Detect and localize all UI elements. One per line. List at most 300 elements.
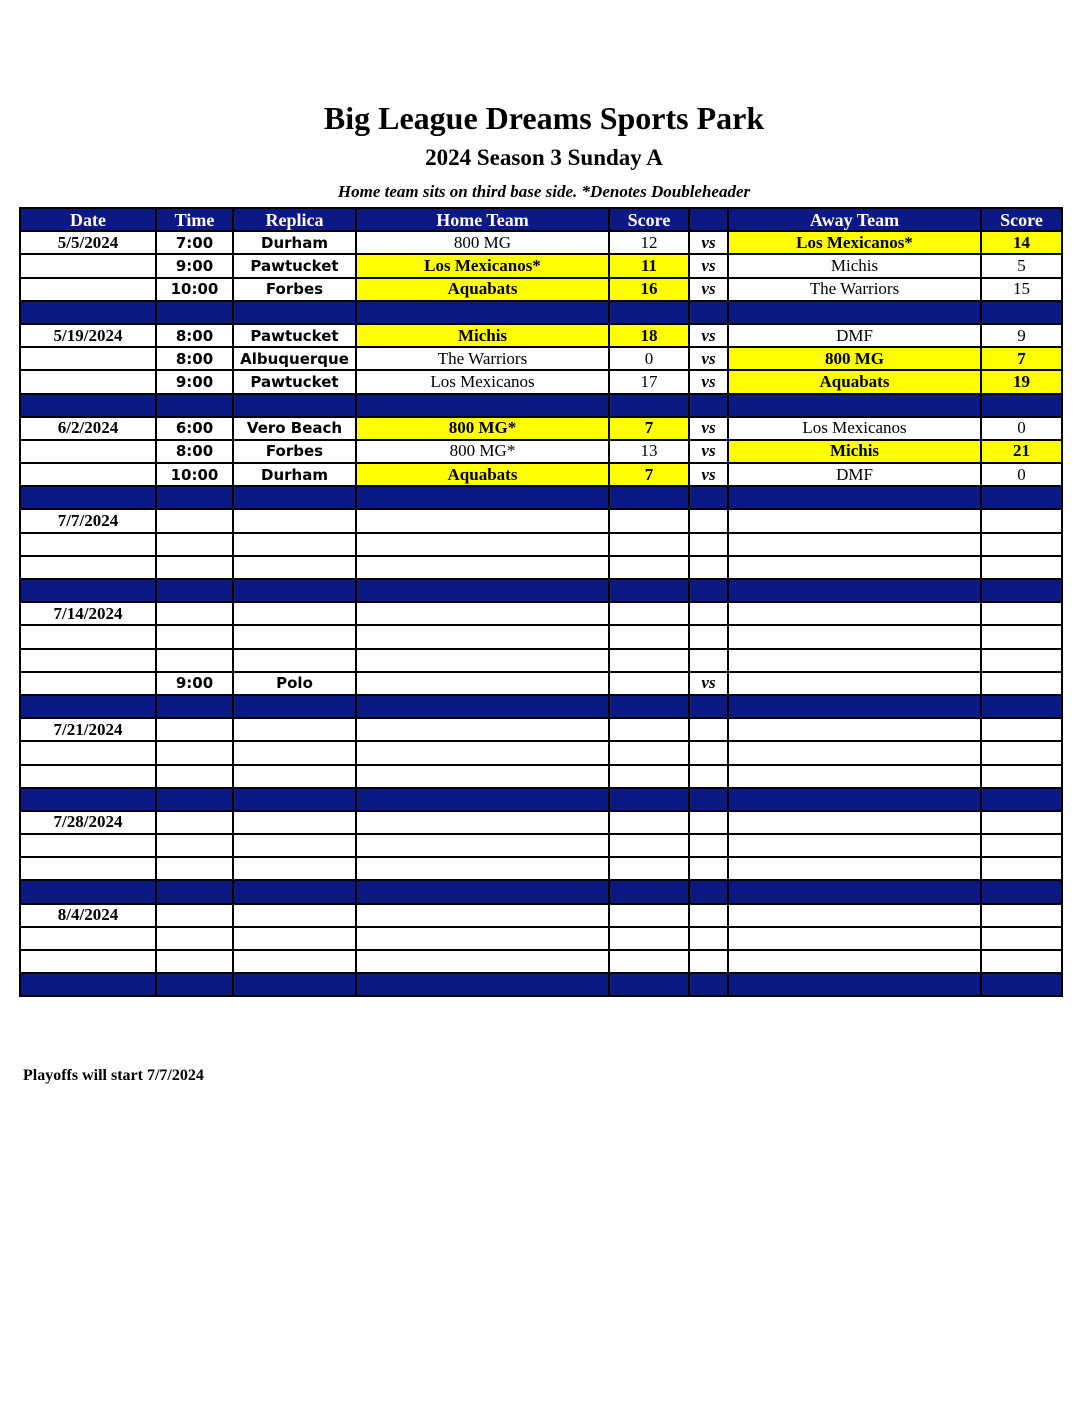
separator-cell xyxy=(609,880,689,903)
date-cell: 5/5/2024 xyxy=(20,231,156,254)
home-team: Aquabats xyxy=(356,463,609,486)
date-cell: 7/7/2024 xyxy=(20,509,156,532)
date-cell xyxy=(20,741,156,764)
col-header-date: Date xyxy=(20,208,156,231)
vs-label: vs xyxy=(689,254,728,277)
separator-cell xyxy=(356,301,609,324)
vs-label xyxy=(689,950,728,973)
away-score xyxy=(981,857,1062,880)
time-cell xyxy=(156,556,233,579)
playoffs-note: Playoffs will start 7/7/2024 xyxy=(23,1067,204,1084)
table-row xyxy=(20,904,1062,927)
col-header-away-score: Score xyxy=(981,208,1062,231)
time-cell xyxy=(156,741,233,764)
replica-cell xyxy=(233,625,356,648)
separator-row xyxy=(20,579,1062,602)
vs-label xyxy=(689,509,728,532)
date-cell xyxy=(20,347,156,370)
away-team xyxy=(728,533,981,556)
replica-cell: Polo xyxy=(233,672,356,695)
home-team xyxy=(356,509,609,532)
time-cell xyxy=(156,927,233,950)
date-cell xyxy=(20,672,156,695)
date-cell: 6/2/2024 xyxy=(20,417,156,440)
replica-cell: Albuquerque xyxy=(233,347,356,370)
separator-cell xyxy=(156,788,233,811)
away-team xyxy=(728,927,981,950)
separator-cell xyxy=(233,788,356,811)
replica-cell: Durham xyxy=(233,231,356,254)
table-row xyxy=(20,533,1062,556)
home-team xyxy=(356,857,609,880)
date-cell xyxy=(20,556,156,579)
table-row xyxy=(20,278,1062,301)
separator-cell xyxy=(156,301,233,324)
home-team xyxy=(356,672,609,695)
home-score: 17 xyxy=(609,370,689,393)
away-score: 5 xyxy=(981,254,1062,277)
table-row xyxy=(20,440,1062,463)
table-row xyxy=(20,834,1062,857)
home-score xyxy=(609,834,689,857)
time-cell: 8:00 xyxy=(156,440,233,463)
separator-cell xyxy=(356,394,609,417)
vs-label: vs xyxy=(689,231,728,254)
separator-cell xyxy=(689,486,728,509)
replica-cell: Pawtucket xyxy=(233,324,356,347)
separator-cell xyxy=(981,579,1062,602)
home-score xyxy=(609,649,689,672)
home-score xyxy=(609,857,689,880)
time-cell xyxy=(156,834,233,857)
away-score xyxy=(981,649,1062,672)
home-score: 12 xyxy=(609,231,689,254)
date-cell xyxy=(20,463,156,486)
away-team xyxy=(728,904,981,927)
separator-cell xyxy=(233,394,356,417)
table-row xyxy=(20,324,1062,347)
separator-cell xyxy=(156,973,233,996)
vs-label: vs xyxy=(689,672,728,695)
away-score xyxy=(981,718,1062,741)
home-team xyxy=(356,533,609,556)
home-score xyxy=(609,625,689,648)
separator-cell xyxy=(356,486,609,509)
separator-cell xyxy=(981,788,1062,811)
away-team: DMF xyxy=(728,324,981,347)
away-team: Los Mexicanos* xyxy=(728,231,981,254)
vs-label xyxy=(689,602,728,625)
vs-label xyxy=(689,718,728,741)
away-score: 9 xyxy=(981,324,1062,347)
separator-row xyxy=(20,486,1062,509)
home-score: 7 xyxy=(609,463,689,486)
home-team xyxy=(356,741,609,764)
replica-cell xyxy=(233,649,356,672)
separator-cell xyxy=(356,788,609,811)
away-team xyxy=(728,834,981,857)
date-cell xyxy=(20,625,156,648)
home-score xyxy=(609,927,689,950)
home-score xyxy=(609,741,689,764)
separator-cell xyxy=(609,301,689,324)
vs-label xyxy=(689,741,728,764)
home-team: 800 MG* xyxy=(356,440,609,463)
replica-cell xyxy=(233,602,356,625)
home-score: 16 xyxy=(609,278,689,301)
table-row xyxy=(20,254,1062,277)
home-score xyxy=(609,718,689,741)
replica-cell: Forbes xyxy=(233,440,356,463)
table-row xyxy=(20,370,1062,393)
separator-row xyxy=(20,394,1062,417)
separator-row xyxy=(20,788,1062,811)
table-row xyxy=(20,649,1062,672)
away-team xyxy=(728,857,981,880)
table-row xyxy=(20,231,1062,254)
separator-row xyxy=(20,880,1062,903)
separator-cell xyxy=(981,973,1062,996)
home-team xyxy=(356,625,609,648)
home-team xyxy=(356,834,609,857)
table-row xyxy=(20,347,1062,370)
home-score xyxy=(609,533,689,556)
away-team xyxy=(728,950,981,973)
vs-label: vs xyxy=(689,347,728,370)
table-row xyxy=(20,811,1062,834)
separator-cell xyxy=(609,486,689,509)
time-cell: 9:00 xyxy=(156,254,233,277)
home-score xyxy=(609,602,689,625)
away-score: 0 xyxy=(981,463,1062,486)
time-cell: 8:00 xyxy=(156,324,233,347)
separator-cell xyxy=(728,880,981,903)
vs-label xyxy=(689,649,728,672)
vs-label xyxy=(689,765,728,788)
table-row xyxy=(20,602,1062,625)
separator-cell xyxy=(689,973,728,996)
vs-label: vs xyxy=(689,278,728,301)
separator-cell xyxy=(689,301,728,324)
separator-cell xyxy=(156,880,233,903)
vs-label xyxy=(689,625,728,648)
time-cell: 10:00 xyxy=(156,278,233,301)
table-row xyxy=(20,625,1062,648)
away-score xyxy=(981,533,1062,556)
time-cell xyxy=(156,950,233,973)
away-team: The Warriors xyxy=(728,278,981,301)
home-team: Los Mexicanos xyxy=(356,370,609,393)
home-team xyxy=(356,649,609,672)
separator-cell xyxy=(981,486,1062,509)
away-score xyxy=(981,927,1062,950)
home-score: 13 xyxy=(609,440,689,463)
separator-cell xyxy=(728,973,981,996)
separator-cell xyxy=(689,788,728,811)
date-cell: 7/21/2024 xyxy=(20,718,156,741)
home-score xyxy=(609,556,689,579)
separator-cell xyxy=(609,973,689,996)
away-score xyxy=(981,602,1062,625)
separator-cell xyxy=(981,695,1062,718)
table-row xyxy=(20,718,1062,741)
date-cell xyxy=(20,950,156,973)
table-row xyxy=(20,765,1062,788)
time-cell xyxy=(156,765,233,788)
page-subtitle: 2024 Season 3 Sunday A xyxy=(425,145,663,170)
time-cell xyxy=(156,602,233,625)
replica-cell: Pawtucket xyxy=(233,254,356,277)
away-score xyxy=(981,811,1062,834)
home-score xyxy=(609,672,689,695)
date-cell: 7/28/2024 xyxy=(20,811,156,834)
home-score xyxy=(609,811,689,834)
separator-row xyxy=(20,973,1062,996)
separator-cell xyxy=(356,880,609,903)
separator-cell xyxy=(689,695,728,718)
away-team xyxy=(728,811,981,834)
separator-cell xyxy=(156,579,233,602)
separator-cell xyxy=(981,301,1062,324)
table-row xyxy=(20,950,1062,973)
date-cell xyxy=(20,254,156,277)
home-score xyxy=(609,904,689,927)
table-row xyxy=(20,556,1062,579)
home-team xyxy=(356,904,609,927)
separator-cell xyxy=(156,695,233,718)
separator-cell xyxy=(233,880,356,903)
home-team xyxy=(356,927,609,950)
table-row xyxy=(20,417,1062,440)
page-title: Big League Dreams Sports Park xyxy=(323,100,765,136)
separator-cell xyxy=(609,394,689,417)
separator-cell xyxy=(728,695,981,718)
date-cell: 5/19/2024 xyxy=(20,324,156,347)
vs-label: vs xyxy=(689,463,728,486)
away-team: Los Mexicanos xyxy=(728,417,981,440)
vs-label: vs xyxy=(689,324,728,347)
replica-cell xyxy=(233,765,356,788)
col-header-time: Time xyxy=(156,208,233,231)
table-row xyxy=(20,857,1062,880)
vs-label xyxy=(689,811,728,834)
away-score xyxy=(981,834,1062,857)
time-cell: 6:00 xyxy=(156,417,233,440)
col-header-replica: Replica xyxy=(233,208,356,231)
away-team xyxy=(728,741,981,764)
separator-cell xyxy=(728,394,981,417)
date-cell xyxy=(20,765,156,788)
replica-cell xyxy=(233,811,356,834)
vs-label xyxy=(689,556,728,579)
home-score: 0 xyxy=(609,347,689,370)
replica-cell xyxy=(233,741,356,764)
vs-label xyxy=(689,904,728,927)
separator-cell xyxy=(156,394,233,417)
separator-cell xyxy=(356,973,609,996)
replica-cell xyxy=(233,834,356,857)
separator-cell xyxy=(233,486,356,509)
separator-cell xyxy=(728,486,981,509)
away-score xyxy=(981,741,1062,764)
away-score xyxy=(981,904,1062,927)
date-cell xyxy=(20,927,156,950)
date-cell: 7/14/2024 xyxy=(20,602,156,625)
separator-cell xyxy=(20,880,156,903)
replica-cell: Pawtucket xyxy=(233,370,356,393)
away-team xyxy=(728,625,981,648)
vs-label: vs xyxy=(689,370,728,393)
date-cell xyxy=(20,857,156,880)
home-score xyxy=(609,950,689,973)
home-team xyxy=(356,718,609,741)
vs-label xyxy=(689,834,728,857)
away-score: 15 xyxy=(981,278,1062,301)
separator-cell xyxy=(233,301,356,324)
vs-label: vs xyxy=(689,440,728,463)
away-score: 14 xyxy=(981,231,1062,254)
home-score: 7 xyxy=(609,417,689,440)
separator-cell xyxy=(20,973,156,996)
away-score xyxy=(981,625,1062,648)
away-score xyxy=(981,765,1062,788)
table-row xyxy=(20,927,1062,950)
replica-cell: Durham xyxy=(233,463,356,486)
replica-cell: Forbes xyxy=(233,278,356,301)
date-cell xyxy=(20,533,156,556)
time-cell xyxy=(156,718,233,741)
away-team: Michis xyxy=(728,440,981,463)
date-cell: 8/4/2024 xyxy=(20,904,156,927)
home-score xyxy=(609,509,689,532)
replica-cell xyxy=(233,533,356,556)
date-cell xyxy=(20,278,156,301)
home-score: 18 xyxy=(609,324,689,347)
vs-label: vs xyxy=(689,417,728,440)
away-team xyxy=(728,718,981,741)
away-team: Michis xyxy=(728,254,981,277)
separator-cell xyxy=(728,301,981,324)
separator-row xyxy=(20,301,1062,324)
replica-cell xyxy=(233,950,356,973)
time-cell: 8:00 xyxy=(156,347,233,370)
away-score: 0 xyxy=(981,417,1062,440)
away-score xyxy=(981,509,1062,532)
separator-cell xyxy=(356,695,609,718)
time-cell xyxy=(156,904,233,927)
table-row xyxy=(20,741,1062,764)
home-team: Los Mexicanos* xyxy=(356,254,609,277)
replica-cell xyxy=(233,509,356,532)
separator-cell xyxy=(356,579,609,602)
date-cell xyxy=(20,649,156,672)
separator-cell xyxy=(156,486,233,509)
date-cell xyxy=(20,834,156,857)
time-cell: 9:00 xyxy=(156,672,233,695)
away-score: 7 xyxy=(981,347,1062,370)
date-cell xyxy=(20,440,156,463)
separator-cell xyxy=(20,394,156,417)
separator-cell xyxy=(20,486,156,509)
home-team xyxy=(356,950,609,973)
time-cell xyxy=(156,509,233,532)
home-team: 800 MG xyxy=(356,231,609,254)
separator-cell xyxy=(728,788,981,811)
home-score: 11 xyxy=(609,254,689,277)
separator-cell xyxy=(20,301,156,324)
separator-cell xyxy=(233,695,356,718)
away-team xyxy=(728,602,981,625)
vs-label xyxy=(689,533,728,556)
replica-cell: Vero Beach xyxy=(233,417,356,440)
separator-cell xyxy=(609,579,689,602)
table-row xyxy=(20,509,1062,532)
col-header-vs xyxy=(689,208,728,231)
replica-cell xyxy=(233,718,356,741)
time-cell: 7:00 xyxy=(156,231,233,254)
time-cell xyxy=(156,625,233,648)
separator-cell xyxy=(20,788,156,811)
separator-cell xyxy=(728,579,981,602)
home-team: Aquabats xyxy=(356,278,609,301)
home-team xyxy=(356,602,609,625)
separator-cell xyxy=(689,394,728,417)
home-team: The Warriors xyxy=(356,347,609,370)
col-header-home-team: Home Team xyxy=(356,208,609,231)
separator-cell xyxy=(689,880,728,903)
separator-cell xyxy=(981,880,1062,903)
date-cell xyxy=(20,370,156,393)
replica-cell xyxy=(233,857,356,880)
away-score xyxy=(981,950,1062,973)
vs-label xyxy=(689,927,728,950)
away-team: Aquabats xyxy=(728,370,981,393)
home-team: Michis xyxy=(356,324,609,347)
table-row xyxy=(20,463,1062,486)
replica-cell xyxy=(233,927,356,950)
away-score xyxy=(981,556,1062,579)
home-team xyxy=(356,765,609,788)
home-team xyxy=(356,556,609,579)
separator-cell xyxy=(233,579,356,602)
away-score: 19 xyxy=(981,370,1062,393)
separator-cell xyxy=(689,579,728,602)
away-team xyxy=(728,649,981,672)
col-header-away-team: Away Team xyxy=(728,208,981,231)
table-row xyxy=(20,672,1062,695)
replica-cell xyxy=(233,556,356,579)
separator-row xyxy=(20,695,1062,718)
away-team xyxy=(728,765,981,788)
away-score: 21 xyxy=(981,440,1062,463)
separator-cell xyxy=(20,579,156,602)
home-team: 800 MG* xyxy=(356,417,609,440)
time-cell xyxy=(156,811,233,834)
separator-cell xyxy=(233,973,356,996)
time-cell xyxy=(156,857,233,880)
schedule-note: Home team sits on third base side. *Denotes Doubleheader xyxy=(337,182,751,201)
away-team xyxy=(728,556,981,579)
away-team: 800 MG xyxy=(728,347,981,370)
away-team xyxy=(728,672,981,695)
away-team: DMF xyxy=(728,463,981,486)
time-cell xyxy=(156,649,233,672)
away-team xyxy=(728,509,981,532)
schedule-table xyxy=(19,207,1063,997)
replica-cell xyxy=(233,904,356,927)
home-score xyxy=(609,765,689,788)
separator-cell xyxy=(609,788,689,811)
